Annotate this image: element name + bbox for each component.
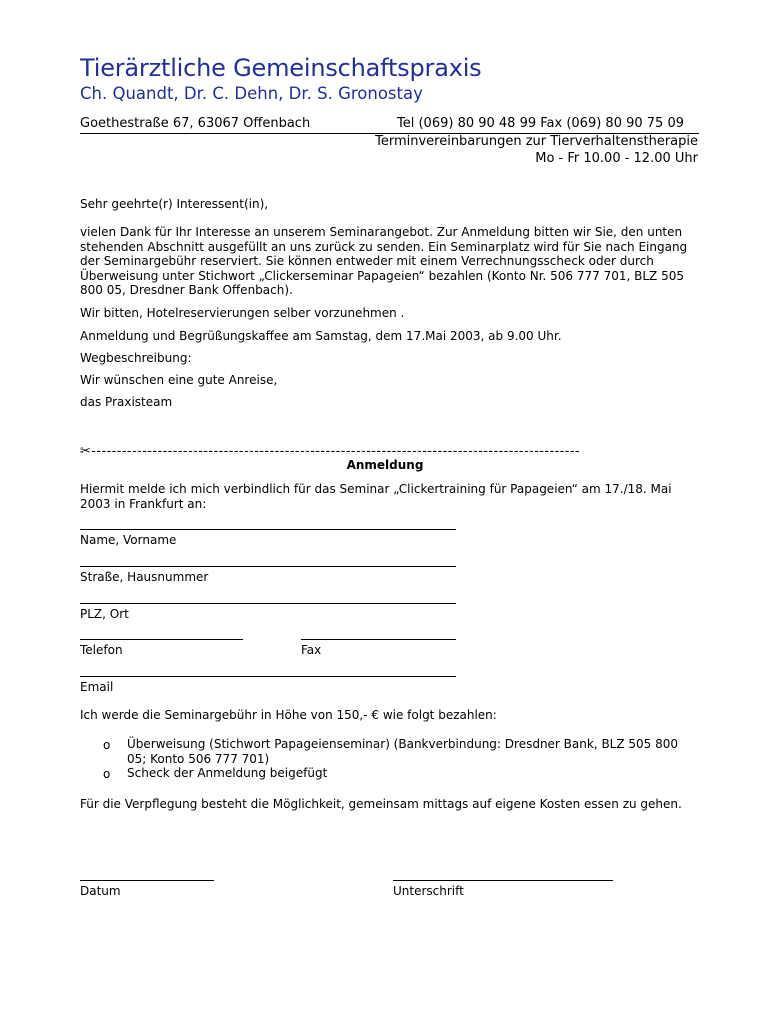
- option-check: Scheck der Anmeldung beigefügt: [127, 766, 328, 780]
- letter-paragraph-schedule: Anmeldung und Begrüßungskaffee am Samstag, dem 17.Mai 2003, ab 9.00 Uhr.: [80, 329, 562, 343]
- street-label: Straße, Hausnummer: [80, 570, 209, 584]
- letter-paragraph-directions: Wegbeschreibung:: [80, 351, 192, 365]
- practice-doctors: Ch. Quandt, Dr. C. Dehn, Dr. S. Gronostay: [80, 84, 423, 103]
- signature-line[interactable]: [393, 880, 613, 881]
- letter-signoff: das Praxisteam: [80, 395, 173, 409]
- city-line[interactable]: [80, 603, 456, 604]
- phone-line[interactable]: [80, 639, 243, 640]
- fax-line[interactable]: [301, 639, 456, 640]
- option-bullet-check[interactable]: o: [103, 767, 111, 781]
- form-intro: Hiermit melde ich mich verbindlich für das Seminar „Clickertraining für Papageien“ am 17./18. Mai 2003 in Frankfurt an:: [80, 482, 672, 511]
- cut-line: [80, 444, 700, 459]
- street-line[interactable]: [80, 566, 456, 567]
- form-heading: Anmeldung: [346, 458, 424, 472]
- practice-phone-fax: Tel (069) 80 90 48 99 Fax (069) 80 90 75 09: [397, 116, 684, 131]
- dashed-line: ------------------------------------------------------------------------------------------------: [91, 444, 581, 459]
- letter-paragraph-intro: vielen Dank für Ihr Interesse an unserem Seminarangebot. Zur Anmeldung bitten wir Sie, den unten stehenden Abschnitt ausgefüllt an uns zurück zu senden. Ein Seminarplatz wird für Sie nach Eingang der Seminargebühr reserviert. Sie können entweder mit einem Verrechnungsscheck oder durch Überweisung unter Stichwort „Clickerseminar Papageien“ bezahlen (Konto Nr. 506 777 701, BLZ 505 800 05, Dresdner Bank Offenbach).: [80, 225, 688, 297]
- salutation: Sehr geehrte(r) Interessent(in),: [80, 197, 269, 211]
- scissors-icon: ✂: [80, 444, 92, 459]
- name-label: Name, Vorname: [80, 533, 177, 547]
- phone-label: Telefon: [80, 643, 123, 657]
- city-label: PLZ, Ort: [80, 607, 129, 621]
- fax-label: Fax: [301, 643, 322, 657]
- letter-paragraph-hotel: Wir bitten, Hotelreservierungen selber vorzunehmen .: [80, 306, 405, 320]
- catering-note: Für die Verpflegung besteht die Möglichkeit, gemeinsam mittags auf eigene Kosten essen zu gehen.: [80, 797, 682, 811]
- date-label: Datum: [80, 884, 121, 898]
- letter-paragraph-wishes: Wir wünschen eine gute Anreise,: [80, 373, 278, 387]
- date-line[interactable]: [80, 880, 214, 881]
- practice-address: Goethestraße 67, 63067 Offenbach: [80, 116, 311, 131]
- email-line[interactable]: [80, 676, 456, 677]
- name-line[interactable]: [80, 529, 456, 530]
- appointment-info: Terminvereinbarungen zur Tierverhaltenstherapie: [375, 134, 698, 149]
- practice-title: Tierärztliche Gemeinschaftspraxis: [80, 54, 482, 82]
- option-bullet-transfer[interactable]: o: [103, 738, 111, 752]
- signature-label: Unterschrift: [393, 884, 464, 898]
- email-label: Email: [80, 680, 114, 694]
- appointment-hours: Mo - Fr 10.00 - 12.00 Uhr: [535, 151, 698, 166]
- option-transfer: Überweisung (Stichwort Papageienseminar) (Bankverbindung: Dresdner Bank, BLZ 505 800 05; Konto 506 777 701): [127, 737, 679, 766]
- payment-intro: Ich werde die Seminargebühr in Höhe von 150,- € wie folgt bezahlen:: [80, 708, 497, 722]
